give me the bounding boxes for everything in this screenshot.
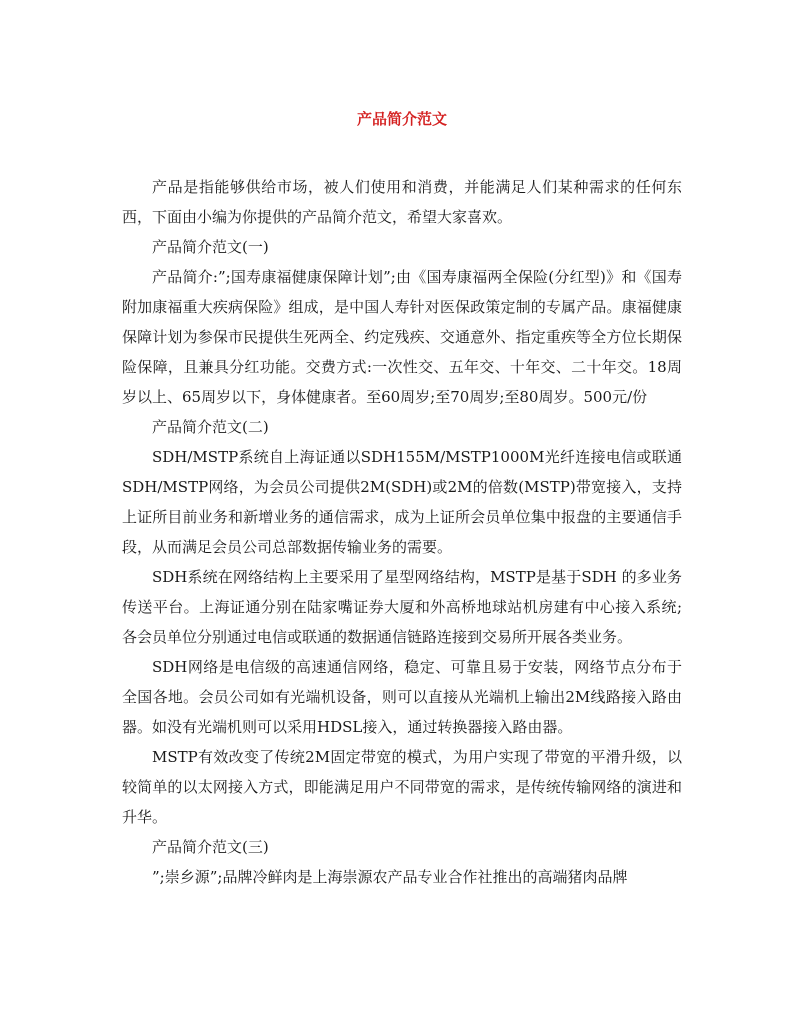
document-title: 产品简介范文	[356, 110, 447, 128]
paragraph-sdh-network: SDH网络是电信级的高速通信网络，稳定、可靠且易于安装，网络节点分布于全国各地。会员公司如有光端机设备，则可以直接从光端机上输出2M线路接入路由器。如没有光端机则可以采用HDSL接入，通过转换器接入路由器。	[122, 658, 682, 736]
paragraph-intro: 产品是指能够供给市场，被人们使用和消费，并能满足人们某种需求的任何东西，下面由小编为你提供的产品简介范文，希望大家喜欢。	[122, 178, 682, 226]
section-heading-2: 产品简介范文(二)	[152, 418, 269, 436]
paragraph-sdh-mstp: SDH/MSTP系统自上海证通以SDH155M/MSTP1000M光纤连接电信或联通SDH/MSTP网络，为会员公司提供2M(SDH)或2M的倍数(MSTP)带宽接入，支持上证所目前业务和新增业务的通信需求，成为上证所会员单位集中报盘的主要通信手段，从而满足会员公司总部数据传输业务的需要。	[122, 448, 682, 556]
paragraph-insurance: 产品简介:”;国寿康福健康保障计划”;由《国寿康福两全保险(分红型)》和《国寿附加康福重大疾病保险》组成，是中国人寿针对医保政策定制的专属产品。康福健康保障计划为参保市民提供生死两全、约定残疾、交通意外、指定重疾等全方位长期保险保障，且兼具分红功能。交费方式:一次性交、五年交、十年交、二十年交。18周岁以上、65周岁以下，身体健康者。至60周岁;至70周岁;至80周岁。500元/份	[122, 268, 682, 406]
paragraph-mstp: MSTP有效改变了传统2M固定带宽的模式，为用户实现了带宽的平滑升级，以较简单的以太网接入方式，即能满足用户不同带宽的需求，是传统传输网络的演进和升华。	[122, 748, 682, 826]
section-heading-3: 产品简介范文(三)	[152, 838, 269, 856]
paragraph-pork-brand: ”;崇乡源”;品牌冷鲜肉是上海崇源农产品专业合作社推出的高端猪肉品牌	[152, 868, 628, 886]
paragraph-sdh-structure: SDH系统在网络结构上主要采用了星型网络结构，MSTP是基于SDH 的多业务传送平台。上海证通分别在陆家嘴证券大厦和外高桥地球站机房建有中心接入系统;各会员单位分别通过电信或联通的数据通信链路连接到交易所开展各类业务。	[122, 568, 682, 646]
section-heading-1: 产品简介范文(一)	[152, 238, 269, 256]
